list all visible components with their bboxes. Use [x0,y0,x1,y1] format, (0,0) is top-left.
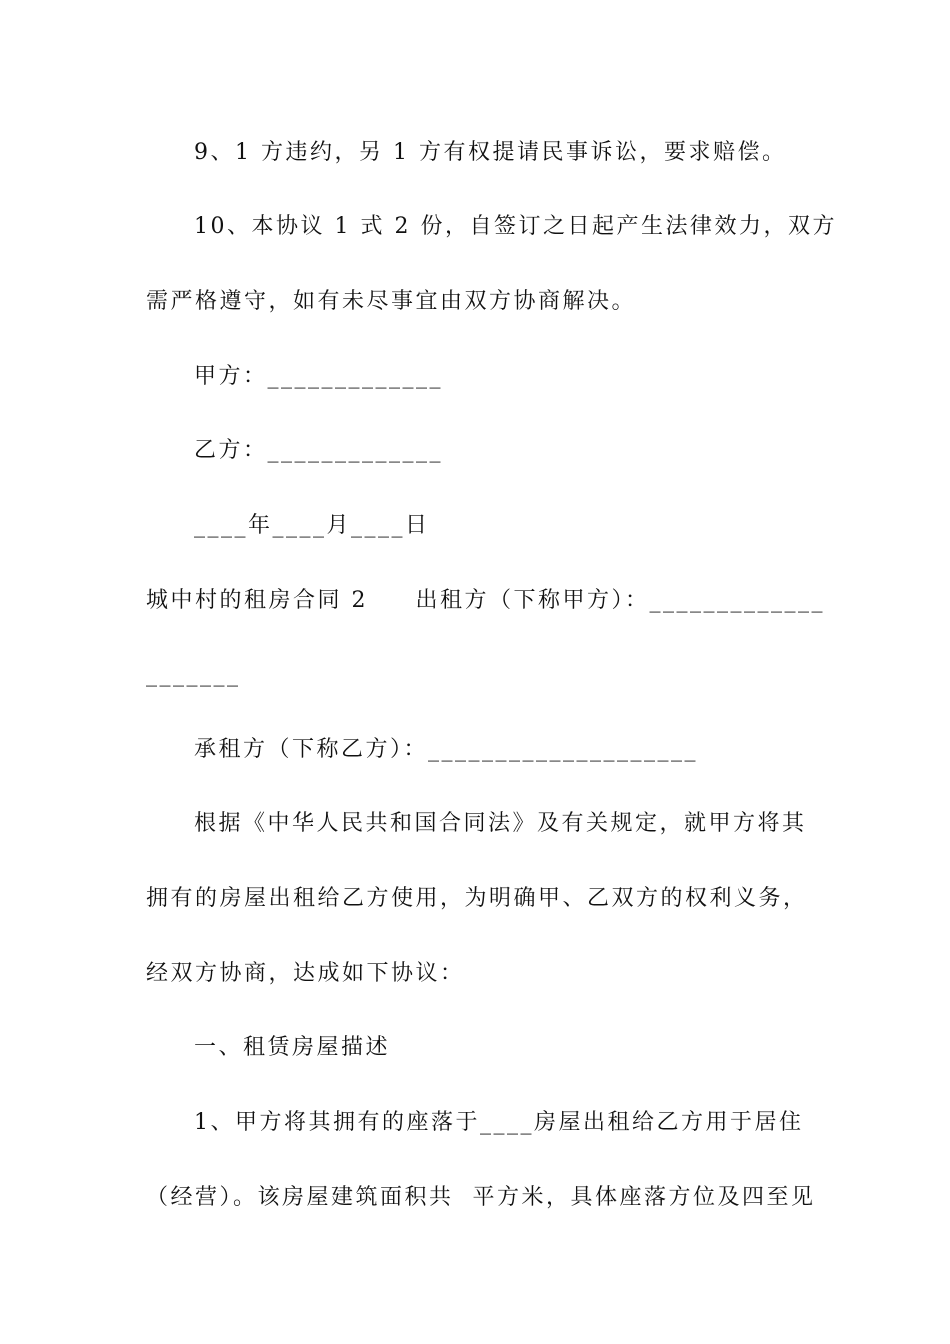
section-1-clause-1: 1、甲方将其拥有的座落于____房屋出租给乙方用于居住 [194,1110,804,1135]
date-line: ____年____月____日 [194,513,430,538]
clause-10-text: 10、本协议 1 式 2 份，自签订之日起产生法律效力，双方 [194,214,837,239]
lessee-line: 承租方（下称乙方）：____________________ [194,737,699,762]
section-1-clause-1-continuation: （经营）。该房屋建筑面积共 平方米，具体座落方位及四至见 [146,1185,816,1210]
clause-9-text: 9、1 方违约，另 1 方有权提请民事诉讼，要求赔偿。 [194,140,787,165]
party-b-signature-line: 乙方：_____________ [194,438,444,463]
contract-2-heading-lessor-line: 城中村的租房合同 2 出租方（下称甲方）：_____________ [146,588,825,613]
lessor-line-continuation: _______ [146,662,241,687]
section-1-heading: 一、租赁房屋描述 [194,1035,391,1060]
preamble-line-1: 根据《中华人民共和国合同法》及有关规定，就甲方将其 [194,811,807,836]
clause-10-continuation: 需严格遵守，如有未尽事宜由双方协商解决。 [146,289,637,314]
party-a-signature-line: 甲方：_____________ [194,364,444,389]
preamble-line-2: 拥有的房屋出租给乙方使用，为明确甲、乙双方的权利义务， [146,886,808,911]
preamble-line-3: 经双方协商，达成如下协议： [146,961,465,986]
